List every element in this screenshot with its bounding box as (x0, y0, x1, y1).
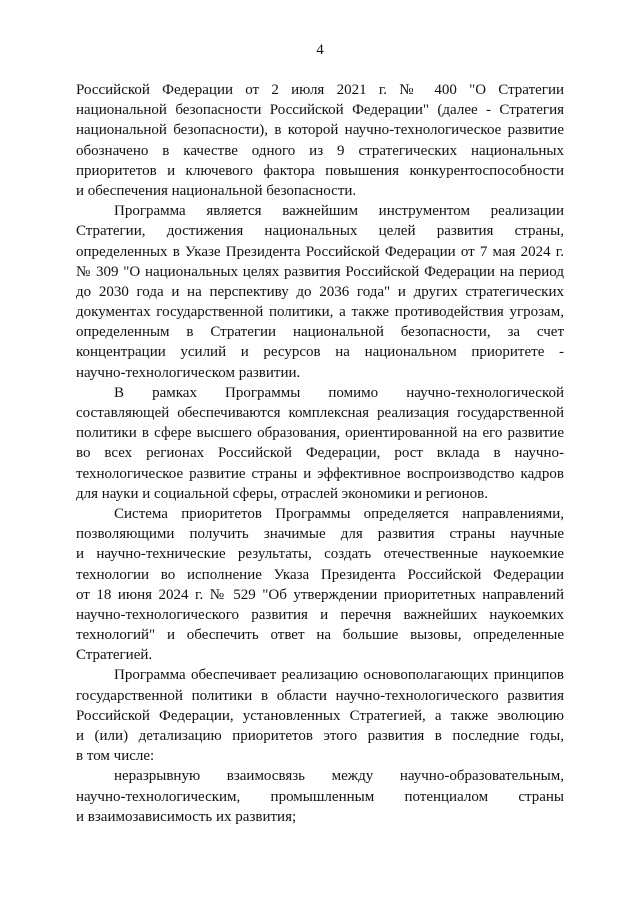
text-line: Программа обеспечивает реализацию основополагающих принципов (114, 667, 564, 684)
text-line: научно-технологического развития и перечня важнейших наукоемких (76, 606, 564, 623)
text-line: национальной безопасности Российской Федерации" (далее - Стратегия (76, 102, 564, 119)
text-line: от 18 июня 2024 г. № 529 "Об утверждении приоритетных направлений (76, 586, 564, 603)
text-line: обозначено в качестве одного из 9 стратегических национальных (76, 142, 564, 159)
paragraph (76, 201, 564, 383)
text-line: технологическое развитие страны и эффективное воспроизводство кадров (76, 465, 564, 482)
text-line: Российской Федерации от 2 июля 2021 г. № 400 "О Стратегии (76, 82, 564, 98)
paragraph (76, 80, 564, 201)
text-line: неразрывную взаимосвязь между научно-образовательным, (114, 768, 564, 785)
text-line: и взаимозависимость их развития; (76, 808, 297, 825)
text-line: национальной безопасности), в которой научно-технологическое развитие (76, 122, 564, 139)
document-body (76, 80, 564, 827)
page-number: 4 (316, 42, 324, 58)
text-line: научно-технологическим, промышленным потенциалом страны (76, 788, 564, 805)
text-line: в том числе: (76, 748, 155, 765)
text-line: технологий" и обеспечить ответ на большие вызовы, определенные (76, 627, 564, 644)
text-line: определенным в Стратегии национальной безопасности, за счет (76, 324, 564, 341)
paragraph (76, 665, 564, 766)
text-line: и научно-технические результаты, создать отечественные наукоемкие (76, 546, 564, 563)
text-line: Программа является важнейшим инструментом реализации (114, 203, 564, 220)
text-line: № 309 "О национальных целях развития Российской Федерации на период (76, 263, 564, 280)
text-line: определенных в Указе Президента Российской Федерации от 7 мая 2024 г. (76, 243, 564, 260)
text-line: государственной политики в области научно-технологического развития (76, 687, 564, 704)
paragraph (76, 504, 564, 666)
text-line: Стратегии, достижения национальных целей развития страны, (76, 223, 564, 240)
text-line: Российской Федерации, установленных Стратегией, а также эволюцию (76, 707, 564, 724)
text-line: и обеспечения национальной безопасности. (76, 182, 357, 199)
paragraph (76, 383, 564, 504)
text-line: политики в сфере высшего образования, ориентированной на его развитие (76, 425, 564, 442)
text-line: до 2030 года и на перспективу до 2036 года" и других стратегических (76, 283, 564, 300)
text-line: технологии во исполнение Указа Президента Российской Федерации (76, 566, 564, 583)
text-line: Стратегией. (76, 647, 153, 664)
text-line: приоритетов и ключевого фактора повышения конкурентоспособности (76, 162, 564, 179)
text-line: концентрации усилий и ресурсов на национальном приоритете - (76, 344, 564, 361)
text-line: документах государственной политики, а также противодействия угрозам, (76, 304, 564, 321)
text-line: позволяющими получить значимые для развития страны научные (76, 526, 564, 543)
paragraph (76, 766, 564, 827)
text-line: во всех регионах Российской Федерации, рост вклада в научно- (76, 445, 564, 462)
text-line: составляющей обеспечиваются комплексная реализация государственной (76, 405, 564, 421)
text-line: и (или) детализацию приоритетов этого развития в последние годы, (76, 728, 564, 744)
text-line: научно-технологическом развитии. (76, 364, 301, 381)
text-line: В рамках Программы помимо научно-технологической (114, 384, 564, 401)
text-line: для науки и социальной сферы, отраслей экономики и регионов. (76, 485, 489, 502)
text-line: Система приоритетов Программы определяется направлениями, (114, 505, 564, 522)
